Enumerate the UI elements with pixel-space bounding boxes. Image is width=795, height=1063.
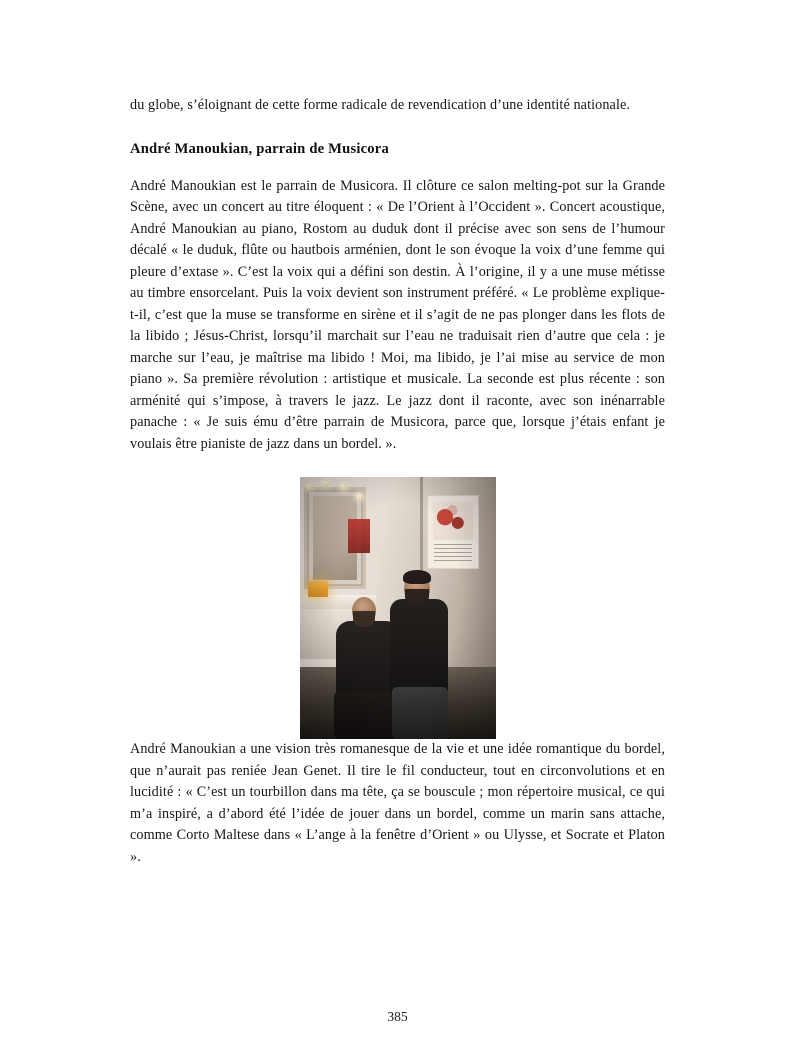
photo-vignette xyxy=(300,477,496,739)
paragraph-main: André Manoukian est le parrain de Musicora. Il clôture ce salon melting-pot sur la Grande Scène, avec un concert au titre éloquent : « De l’Orient à l’Occident ». Concert acoustique, André Manoukian au piano, Rostom au duduk dont il précise avec son sens de l’humour décalé « le duduk, flûte ou hautbois arménien, dont le son évoque la voix d’une femme qui pleure d’extase ». C’est la voix qui a défini son destin. À l’origine, il y a une muse métisse au timbre ensorcelant. Puis la voix devient son instrument préféré. « Le problème explique-t-il, c’est que la muse se transforme en sirène et il s’agit de ne pas plonger dans les flots de la libido ; Jésus-Christ, lorsqu’il marchait sur l’eau ne traduisait rien d’autre que cela : je marche sur l’eau, je maîtrise ma libido ! Moi, ma libido, je l’ai mise au service de mon piano ». Sa première révolution : artistique et musicale. La seconde est plus récente : son arménité qui s’impose, à travers le jazz. Le jazz dont il raconte, avec son inénarrable panache : « Je suis ému d’être parrain de Musicora, parce que, lorsque j’étais enfant je voulais être pianiste de jazz dans un bordel. ». xyxy=(130,177,665,452)
paragraph-after-figure: André Manoukian a une vision très romanesque de la vie et une idée romantique du bordel, que n’aurait pas reniée Jean Genet. Il tire le fil conducteur, tout en circonvolutions et en lucidité : « C’est un tourbillon dans ma tête, ça se bouscule ; mon répertoire musical, ce qui m’a inspiré, a d’abord été l’idée de jouer dans un bordel, comme un marin sans attache, comme Corto Maltese dans « L’ange à la fenêtre d’Orient » ou Ulysse, et Socrate et Platon ». xyxy=(130,741,665,865)
paragraph-intro: du globe, s’éloignant de cette forme radicale de revendication d’une identité nationale. xyxy=(130,97,631,113)
figure-container xyxy=(130,477,665,739)
page-number: 385 xyxy=(387,1009,408,1024)
photo-andre-manoukian xyxy=(300,477,496,739)
page-content xyxy=(130,95,665,868)
section-heading: André Manoukian, parrain de Musicora xyxy=(130,140,389,157)
